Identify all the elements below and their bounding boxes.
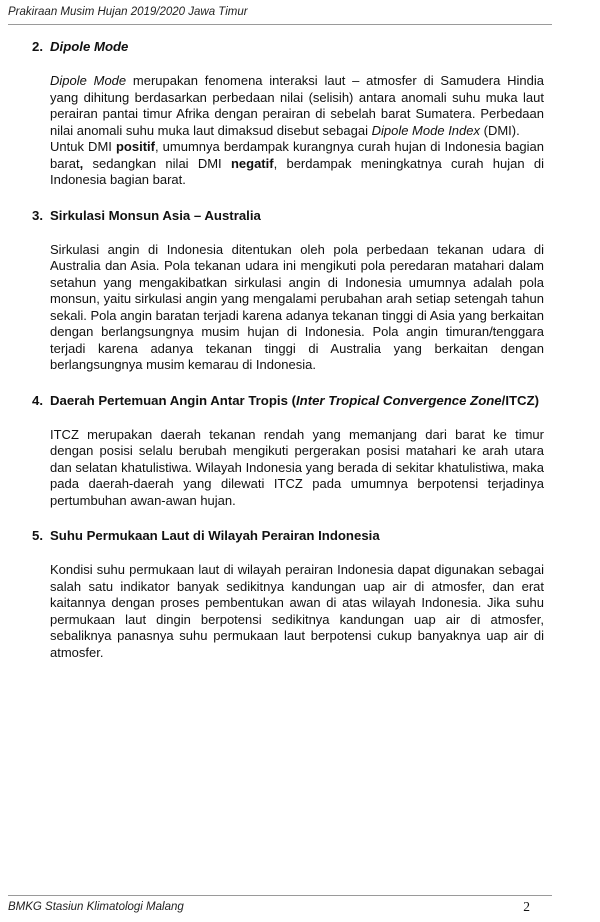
section-title: Suhu Permukaan Laut di Wilayah Perairan Indonesia: [50, 528, 380, 543]
section-title: Dipole Mode: [50, 39, 129, 54]
section-2-paragraph-2: Untuk DMI positif, umumnya berdampak kurangnya curah hujan di Indonesia bagian barat, sedangkan nilai DMI negatif, berdampak meningkatnya curah hujan di Indonesia bagian barat.: [50, 139, 545, 187]
section-3-heading: [32, 207, 544, 224]
page-number: 2: [523, 899, 530, 914]
section-title: Daerah Pertemuan Angin Antar Tropis (Inter Tropical Convergence Zone/ITCZ): [50, 392, 540, 408]
section-title: Sirkulasi Monsun Asia – Australia: [50, 207, 261, 223]
footer-divider: [8, 895, 552, 896]
section-number: 3.: [32, 207, 43, 223]
document-body: [32, 38, 544, 661]
section-number: 2.: [32, 39, 43, 54]
section-number: 5.: [32, 528, 43, 543]
section-number: 4.: [32, 392, 43, 408]
section-5-paragraph: Kondisi suhu permukaan laut di wilayah perairan Indonesia dapat digunakan sebagai salah satu indikator banyak sedikitnya kandungan uap air di atmosfer, dan erat kaitannya dengan proses pembentukan awan di atas wilayah Indonesia. Jika suhu permukaan laut dingin berpotensi sedikitnya kandungan uap air di atmosfer, sebaliknya panasnya suhu permukaan laut berpotensi cukup banyaknya uap air di atmosfer.: [50, 562, 544, 660]
section-5-heading: [32, 527, 544, 544]
section-2-paragraph-1: Dipole Mode merupakan fenomena interaksi laut – atmosfer di Samudera Hindia yang dihitung berdasarkan perbedaan nilai (selisih) antara anomali suhu muka laut perairan pantai timur Afrika dengan perairan di sebelah barat Sumatera. Perbedaan nilai anomali suhu muka laut dimaksud disebut sebagai Dipole Mode Index (DMI).: [50, 73, 544, 138]
section-2-heading: [32, 38, 544, 55]
footer-organization: BMKG Stasiun Klimatologi Malang: [8, 901, 184, 913]
page-header-title: Prakiraan Musim Hujan 2019/2020 Jawa Timur: [8, 6, 248, 18]
header-divider: [8, 24, 552, 25]
section-4-heading: [32, 392, 544, 409]
section-4-paragraph: ITCZ merupakan daerah tekanan rendah yang memanjang dari barat ke timur dengan posisi selalu berubah mengikuti pergerakan posisi matahari ke arah utara dan selatan khatulistiwa. Wilayah Indonesia yang berada di sekitar khatulistiwa, maka pada daerah-daerah yang dilewati ITCZ pada umumnya berpotensi terjadinya pertumbuhan awan-awan hujan.: [50, 426, 544, 508]
section-3-paragraph: Sirkulasi angin di Indonesia ditentukan oleh pola perbedaan tekanan udara di Australia dan Asia. Pola tekanan udara ini mengikuti pola peredaran matahari dalam setahun yang mengakibatkan sirkulasi angin di Indonesia umumnya adalah pola monsun, yaitu sirkulasi angin yang mengalami perubahan arah setiap setengah tahun sekali. Pola angin baratan terjadi karena adanya tekanan tinggi di Asia yang berkaitan dengan berlangsungnya musim hujan di Indonesia. Pola angin timuran/tenggara terjadi karena adanya tekanan tinggi di Australia yang berkaitan dengan berlangsungnya musim kemarau di Indonesia.: [50, 241, 544, 372]
